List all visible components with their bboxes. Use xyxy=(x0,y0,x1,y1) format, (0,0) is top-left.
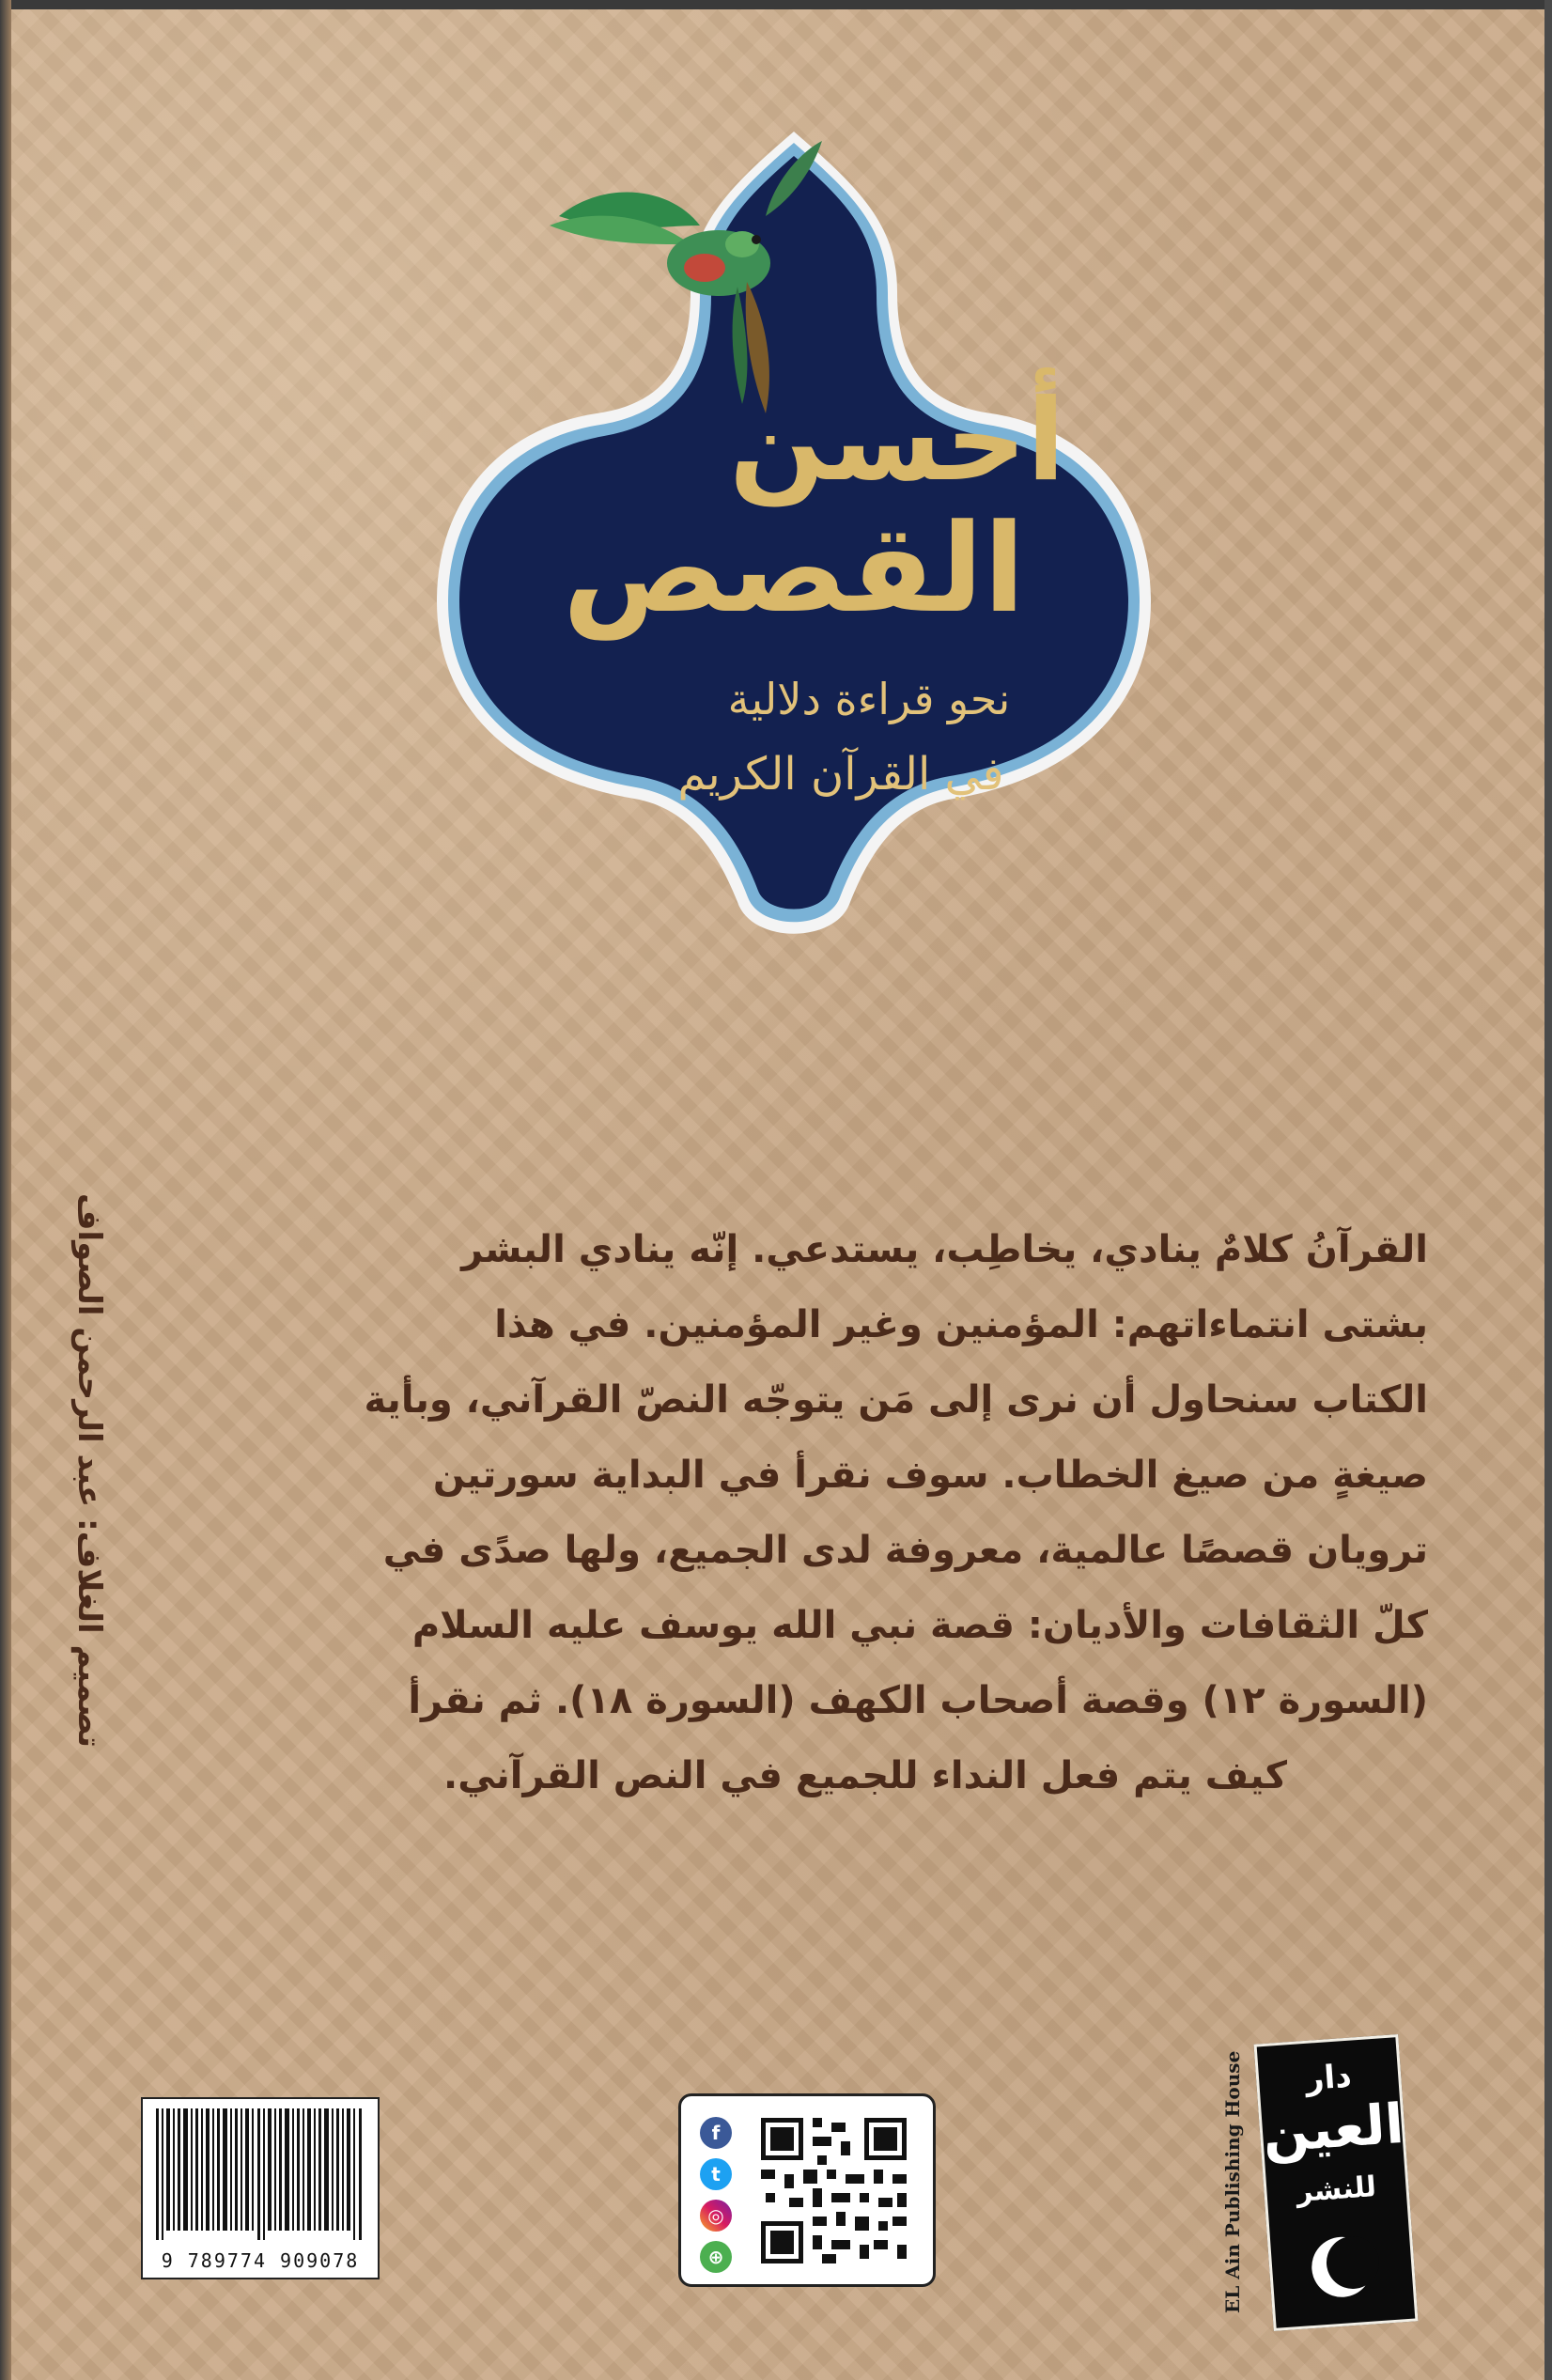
blurb-line: كلّ الثقافات والأديان: قصة نبي الله يوسف عليه السلام xyxy=(411,1604,1428,1647)
book-subtitle-line1: نحو قراءة دلالية xyxy=(727,674,1011,724)
twitter-icon[interactable]: t xyxy=(700,2158,732,2190)
book-title-line1: أحسن xyxy=(729,376,1065,506)
qr-code[interactable] xyxy=(756,2113,911,2268)
book-title-line2: القصص xyxy=(562,497,1026,640)
facebook-icon[interactable]: f xyxy=(700,2117,732,2149)
instagram-icon[interactable]: ◎ xyxy=(700,2200,732,2232)
right-edge-shadow xyxy=(1544,0,1552,2380)
blurb-line: كيف يتم فعل النداء للجميع في النص القرآني. xyxy=(443,1754,1287,1797)
crescent-icon xyxy=(1302,2227,1382,2307)
top-edge-shadow xyxy=(0,0,1552,9)
web-icon[interactable]: ⊕ xyxy=(700,2241,732,2273)
social-icons xyxy=(700,2117,737,2282)
social-qr-card xyxy=(678,2093,936,2287)
isbn-digits: 9 789774 909078 xyxy=(161,2249,360,2272)
blurb-line: صيغةٍ من صيغ الخطاب. سوف نقرأ في البداية سورتين xyxy=(432,1454,1428,1497)
publisher-name-sub: للنشر xyxy=(1295,2170,1378,2209)
isbn-barcode xyxy=(141,2097,380,2279)
cover-design-credit: تصميم الغلاف: عبد الرحمن الصواف xyxy=(70,1192,108,1749)
publisher-name-top: دار xyxy=(1304,2057,1353,2098)
blurb-line: القرآنُ كلامٌ ينادي، يخاطِب، يستدعي. إنّه ينادي البشر xyxy=(461,1228,1428,1271)
blurb-line: ترويان قصصًا عالمية، معروفة لدى الجميع، ولها صدًى في xyxy=(382,1529,1428,1572)
publisher-name-main: العين xyxy=(1260,2091,1406,2166)
publisher-name-english: EL Ain Publishing House xyxy=(1221,2050,1244,2314)
blurb-line: (السورة ١٢) وقصة أصحاب الكهف (السورة ١٨). ثم نقرأ xyxy=(408,1679,1428,1722)
title-medallion xyxy=(371,103,1217,968)
barcode-bars xyxy=(154,2108,366,2240)
blurb-line: الكتاب سنحاول أن نرى إلى مَن يتوجّه النصّ القرآني، وبأية xyxy=(364,1378,1428,1422)
back-cover-blurb xyxy=(141,1212,1428,1813)
book-subtitle-line2: في القرآن الكريم xyxy=(677,748,1004,801)
publisher-badge xyxy=(1254,2034,1419,2331)
publisher-logo xyxy=(1221,2039,1419,2321)
left-edge-shadow xyxy=(0,0,11,2380)
blurb-line: بشتى انتماءاتهم: المؤمنين وغير المؤمنين. في هذا xyxy=(494,1303,1428,1346)
